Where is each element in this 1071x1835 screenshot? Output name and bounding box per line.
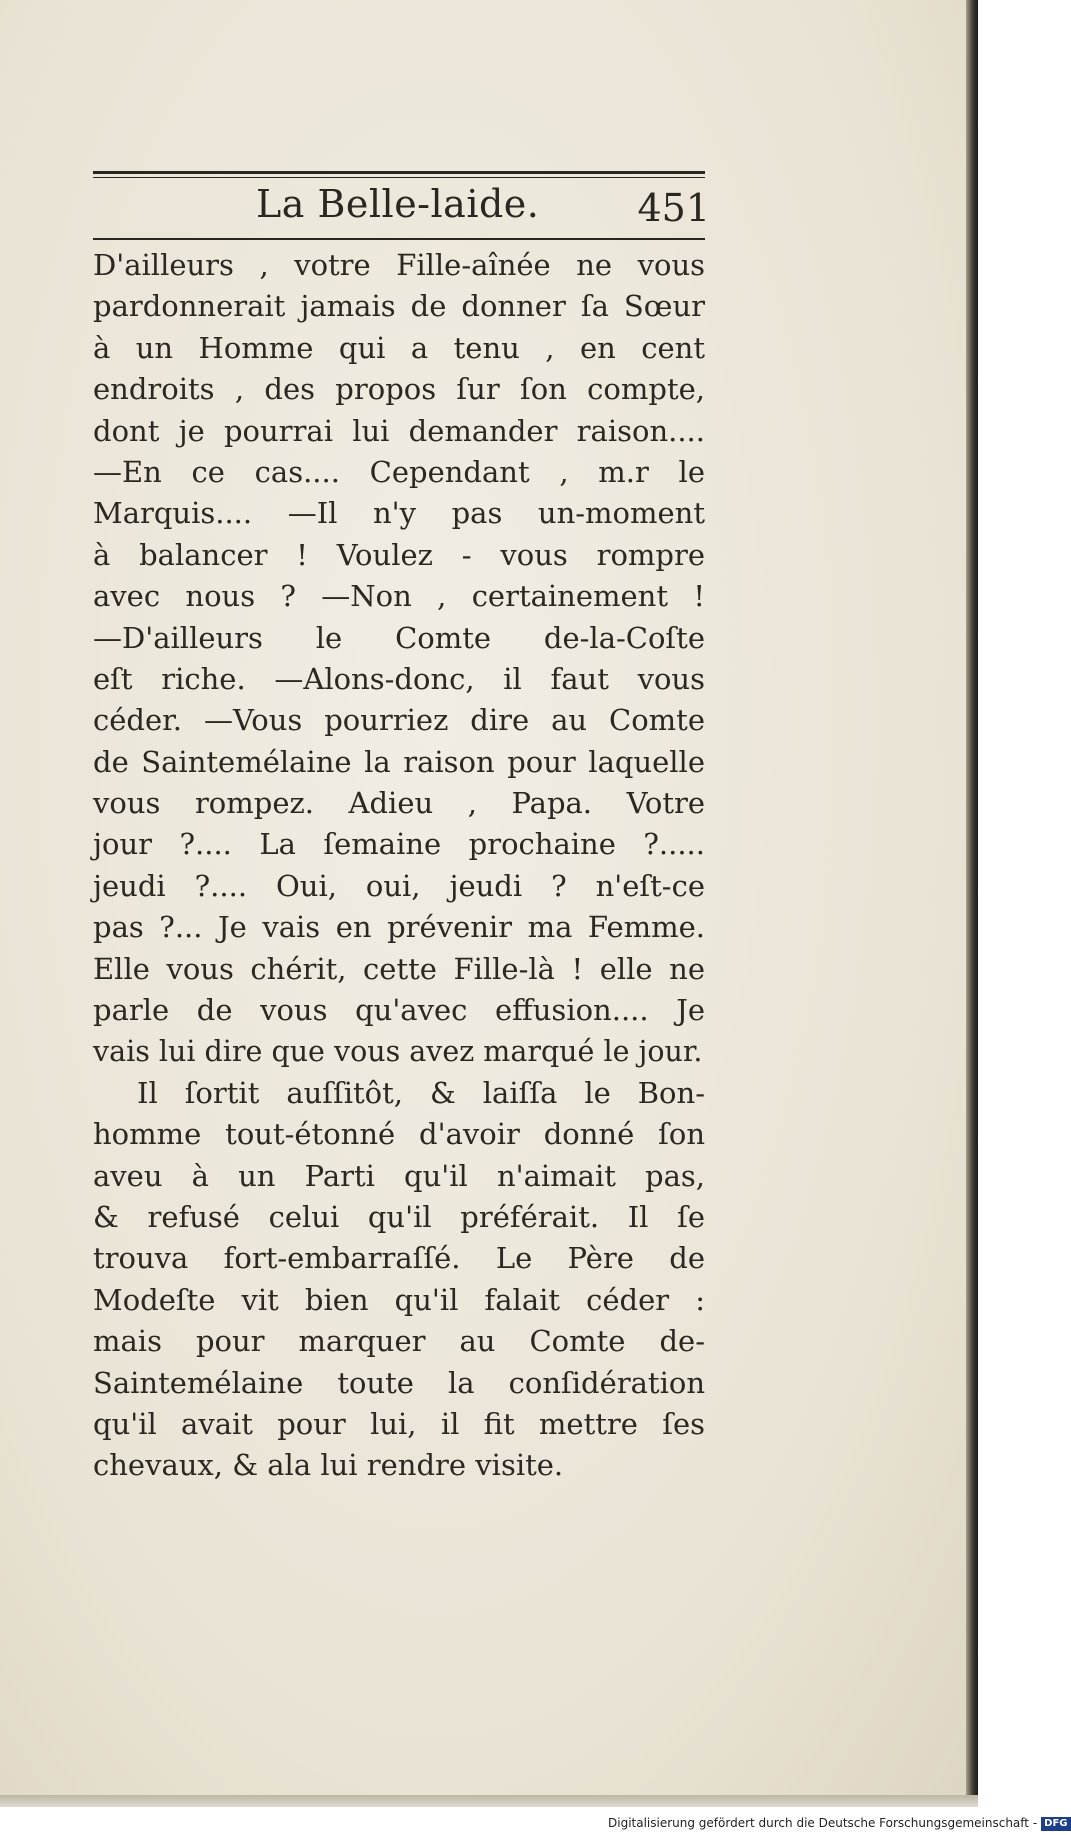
text-line: endroits , des propos ſur ſon compte, bbox=[93, 372, 705, 407]
digitization-credit bbox=[608, 1813, 1068, 1833]
credit-text: Digitalisierung gefördert durch die Deutsche Forschungsgemeinschaft - bbox=[608, 1816, 1038, 1830]
text-line: aveu à un Parti qu'il n'aimait pas, bbox=[93, 1158, 705, 1193]
dfg-logo: DFG bbox=[1041, 1817, 1070, 1831]
text-line: Modeſte vit bien qu'il falait céder : bbox=[93, 1282, 705, 1317]
text-line: homme tout-étonné d'avoir donné ſon bbox=[93, 1117, 705, 1152]
header-rule-top bbox=[93, 171, 705, 174]
page-bottom-edge bbox=[0, 1795, 978, 1807]
text-line: parle de vous qu'avec effusion.... Je bbox=[93, 993, 705, 1028]
text-line: D'ailleurs , votre Fille-aînée ne vous bbox=[93, 248, 705, 282]
text-line: vous rompez. Adieu , Papa. Votre bbox=[93, 786, 705, 821]
text-line: —En ce cas.... Cependant , m.r le bbox=[93, 454, 705, 489]
text-line: céder. —Vous pourriez dire au Comte bbox=[93, 703, 705, 738]
text-line: Marquis.... —Il n'y pas un-moment bbox=[93, 496, 705, 531]
text-line: & refusé celui qu'il préférait. Il ſe bbox=[93, 1199, 705, 1234]
text-line: pardonnerait jamais de donner ſa Sœur bbox=[93, 289, 705, 324]
text-line: qu'il avait pour lui, il fit mettre ſes bbox=[93, 1406, 705, 1441]
text-line: avec nous ? —Non , certainement ! bbox=[93, 579, 705, 614]
text-line: mais pour marquer au Comte de- bbox=[93, 1324, 705, 1359]
running-title: La Belle-laide. bbox=[256, 182, 540, 226]
text-line: à un Homme qui a tenu , en cent bbox=[93, 330, 705, 365]
text-line: —D'ailleurs le Comte de-la-Coſte bbox=[93, 620, 705, 655]
text-line: chevaux, & ala lui rendre visite. bbox=[93, 1448, 564, 1483]
page-edge-shadow bbox=[966, 0, 978, 1795]
text-line: dont je pourrai lui demander raison.... bbox=[93, 413, 705, 448]
text-line: à balancer ! Voulez - vous rompre bbox=[93, 537, 705, 572]
text-line: Elle vous chérit, cette Fille-là ! elle ne bbox=[93, 951, 705, 986]
text-line: trouva fort-embarraſſé. Le Père de bbox=[93, 1241, 705, 1276]
text-line: jour ?.... La ſemaine prochaine ?..... bbox=[93, 827, 705, 862]
text-line: vais lui dire que vous avez marqué le jour. bbox=[93, 1035, 703, 1069]
text-line: pas ?... Je vais en prévenir ma Femme. bbox=[93, 910, 705, 945]
body-text bbox=[93, 245, 705, 1487]
text-line: eſt riche. —Alons-donc, il faut vous bbox=[93, 661, 705, 696]
text-line: Saintemélaine toute la conſidération bbox=[93, 1365, 705, 1400]
page-number: 451 bbox=[637, 186, 710, 230]
header-rule-bottom bbox=[93, 238, 705, 240]
paragraph-start-line: Il ſortit auſſitôt, & laiſſa le Bon- bbox=[137, 1075, 705, 1110]
text-line: jeudi ?.... Oui, oui, jeudi ? n'eſt-ce bbox=[93, 868, 705, 903]
text-line: de Saintemélaine la raison pour laquelle bbox=[93, 744, 705, 779]
